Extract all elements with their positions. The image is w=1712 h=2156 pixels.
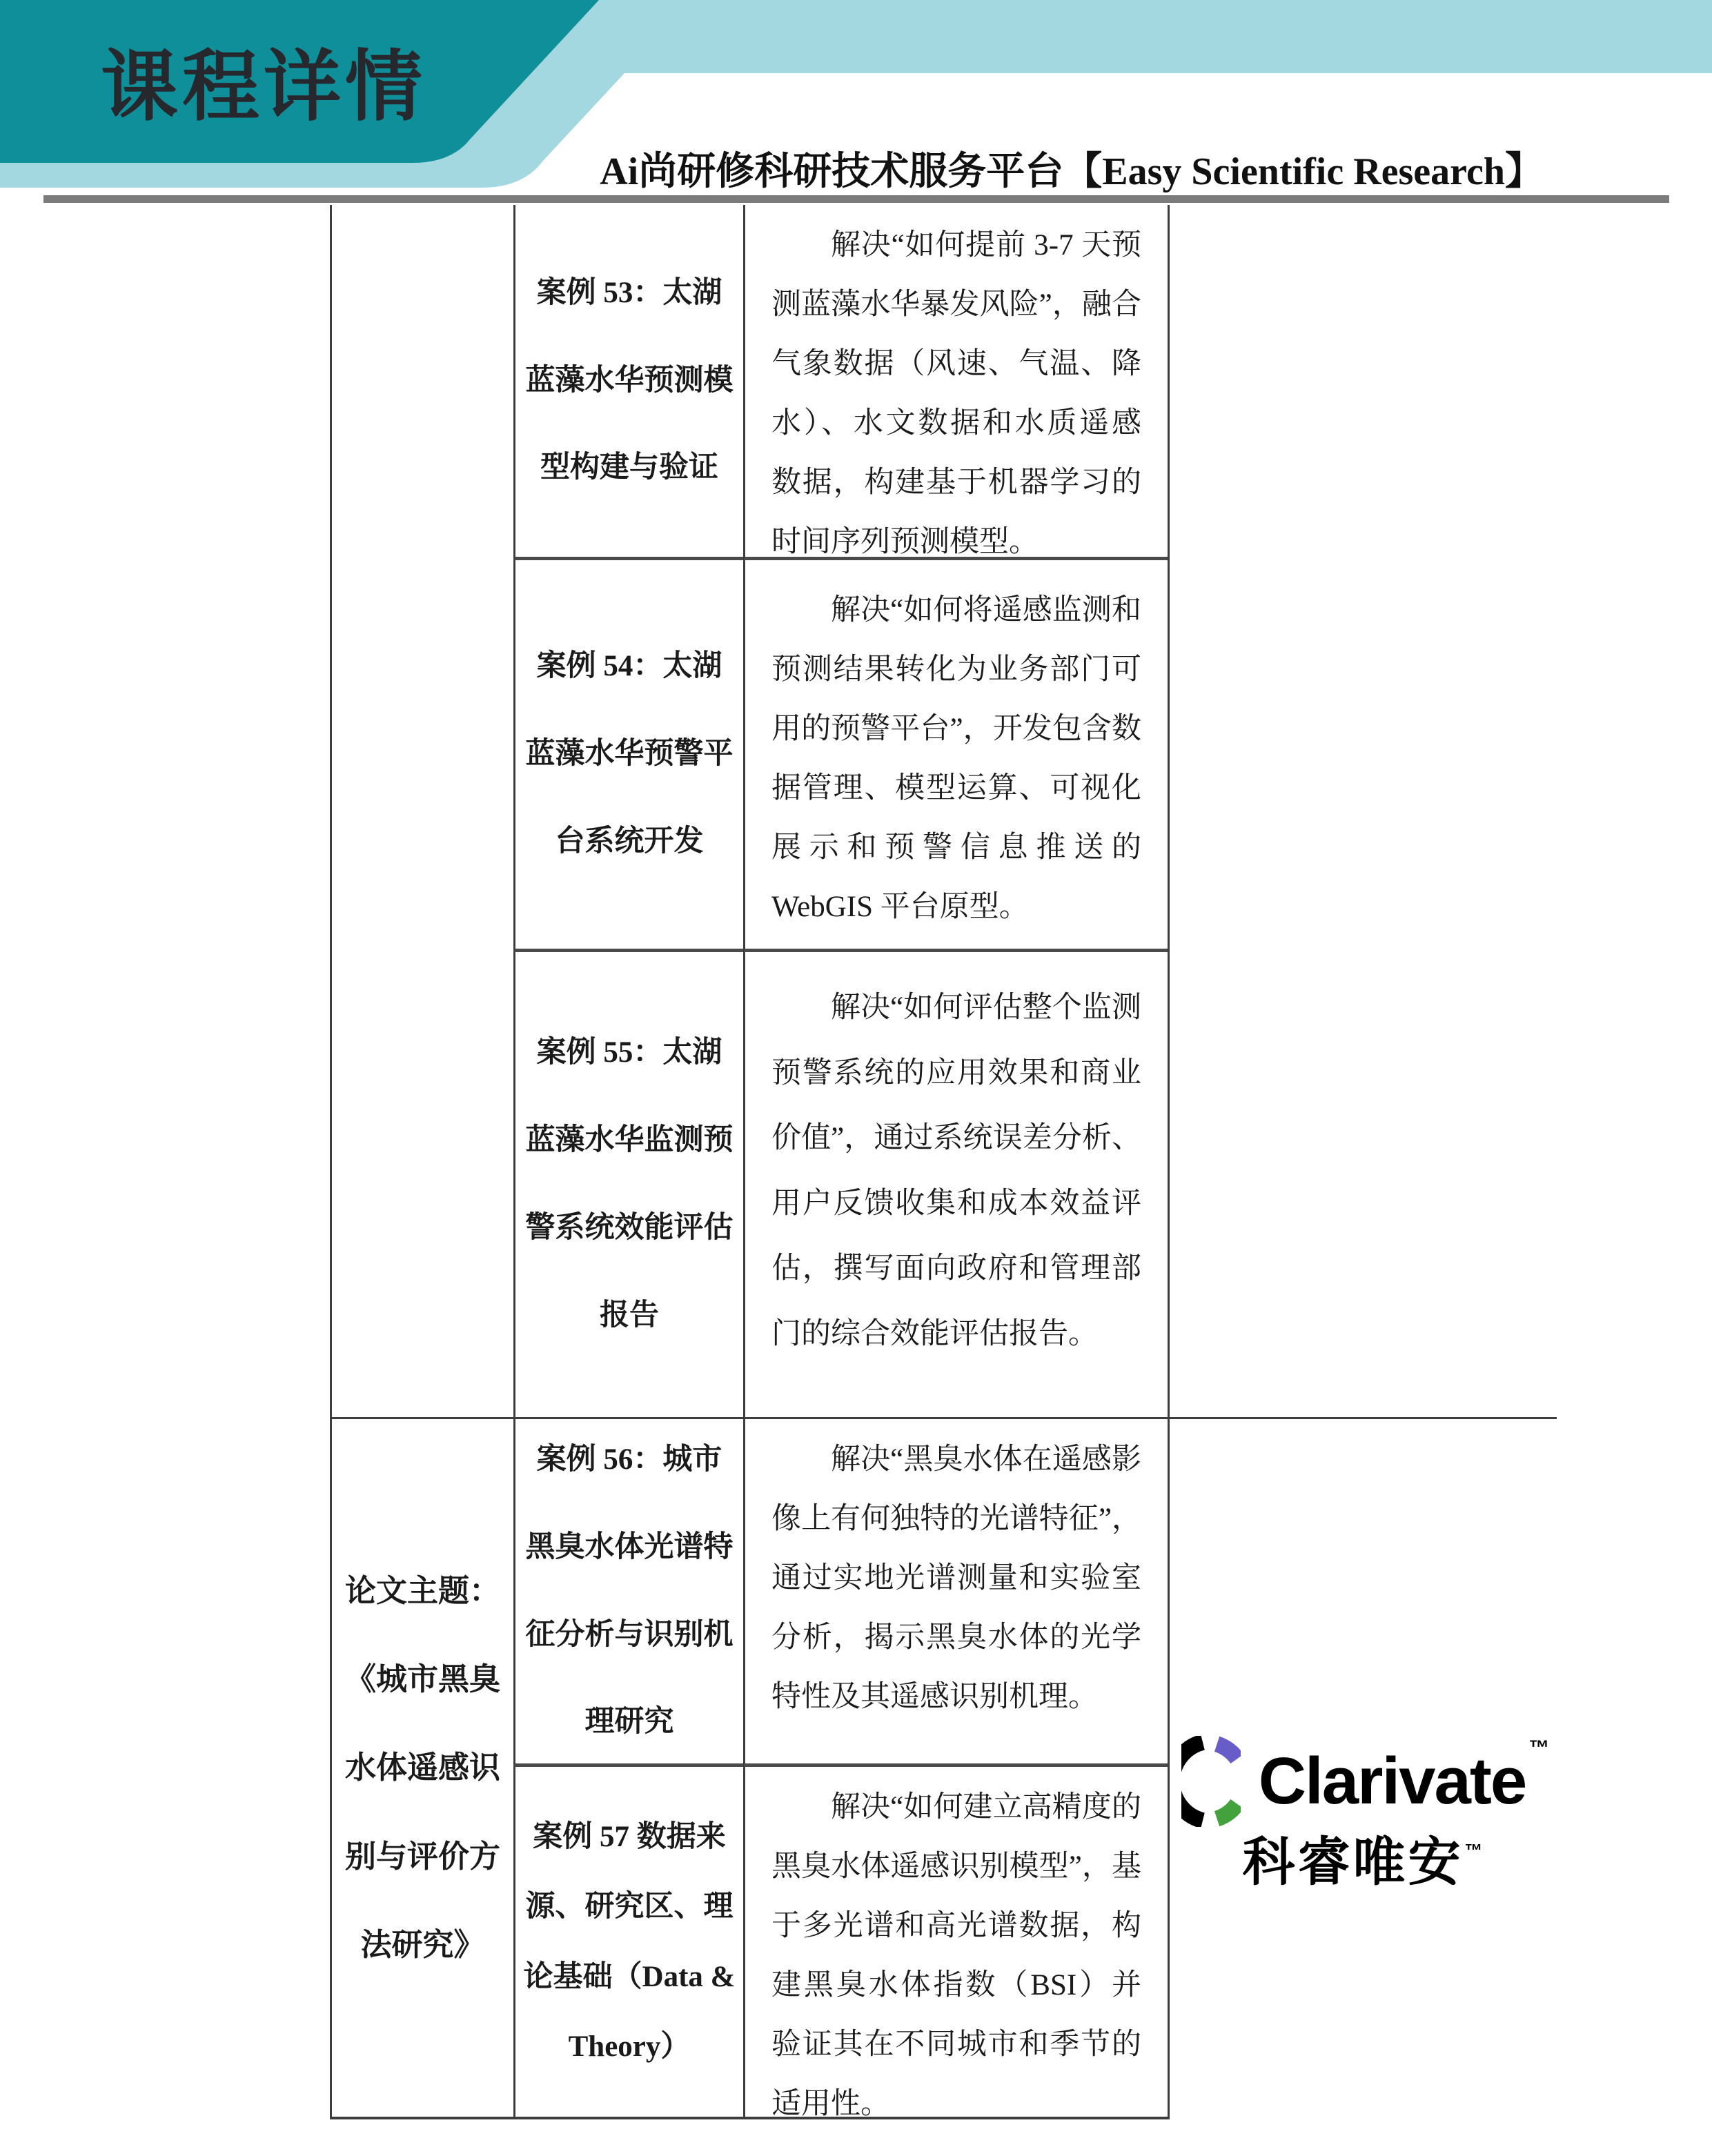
right-column-logo-cell — [1168, 1419, 1557, 2119]
clarivate-logo-icon — [1181, 1736, 1241, 1827]
case-desc-57-text: 解决“如何建立高精度的黑臭水体遥感识别模型”，基于多光谱和高光谱数据，构建黑臭水体指数（BSI）并验证其在不同城市和季节的适用性。 — [771, 1791, 1141, 2120]
case-desc-53 — [743, 205, 1168, 560]
case-desc-55 — [743, 952, 1168, 1419]
clarivate-chinese-tm: ™ — [1464, 1839, 1486, 1861]
header-divider — [43, 195, 1669, 203]
case-desc-54 — [743, 560, 1168, 952]
case-title-57: 案例 57 数据来源、研究区、理论基础（Data & Theory） — [513, 1767, 743, 2119]
clarivate-chinese-text: 科睿唯安 — [1242, 1832, 1464, 1892]
case-desc-55-text: 解决“如何评估整个监测预警系统的应用效果和商业价值”，通过系统误差分析、用户反馈收集和成本效益评估，撰写面向政府和管理部门的综合效能评估报告。 — [771, 991, 1141, 1350]
clarivate-logo — [1181, 1736, 1548, 1892]
site-header: Ai尚研修科研技术服务平台【Easy Scientific Research】 — [600, 150, 1544, 193]
case-desc-57 — [743, 1767, 1168, 2119]
clarivate-tm: ™ — [1528, 1736, 1548, 1759]
case-desc-53-text: 解决“如何提前 3-7 天预测蓝藻水华暴发风险”，融合气象数据（风速、气温、降水）、水文数据和水质遥感数据，构建基于机器学习的时间序列预测模型。 — [771, 229, 1141, 558]
course-table — [330, 205, 1557, 2119]
case-title-56: 案例 56：城市黑臭水体光谱特征分析与识别机理研究 — [513, 1419, 743, 1767]
thesis-topic-cell — [330, 1419, 513, 2119]
clarivate-wordmark — [1258, 1736, 1548, 1818]
page-title: 课程详情 — [101, 43, 426, 130]
right-column-empty — [1168, 205, 1557, 1419]
case-desc-56 — [743, 1419, 1168, 1767]
clarivate-wordmark-text: Clarivate — [1258, 1743, 1526, 1818]
case-title-55: 案例 55：太湖蓝藻水华监测预警系统效能评估报告 — [513, 952, 743, 1419]
case-desc-56-text: 解决“黑臭水体在遥感影像上有何独特的光谱特征”，通过实地光谱测量和实验室分析，揭示黑臭水体的光学特性及其遥感识别机理。 — [771, 1443, 1141, 1713]
thesis-topic-cell-empty — [330, 205, 513, 1419]
case-desc-54-text: 解决“如何将遥感监测和预测结果转化为业务部门可用的预警平台”，开发包含数据管理、模型运算、可视化展示和预警信息推送的 WebGIS 平台原型。 — [771, 594, 1141, 923]
thesis-topic-text: 论文主题：《城市黑臭水体遥感识别与评价方法研究》 — [344, 1573, 500, 1962]
case-title-53: 案例 53：太湖蓝藻水华预测模型构建与验证 — [513, 205, 743, 560]
clarivate-chinese-name — [1242, 1832, 1486, 1892]
case-title-54: 案例 54：太湖蓝藻水华预警平台系统开发 — [513, 560, 743, 952]
